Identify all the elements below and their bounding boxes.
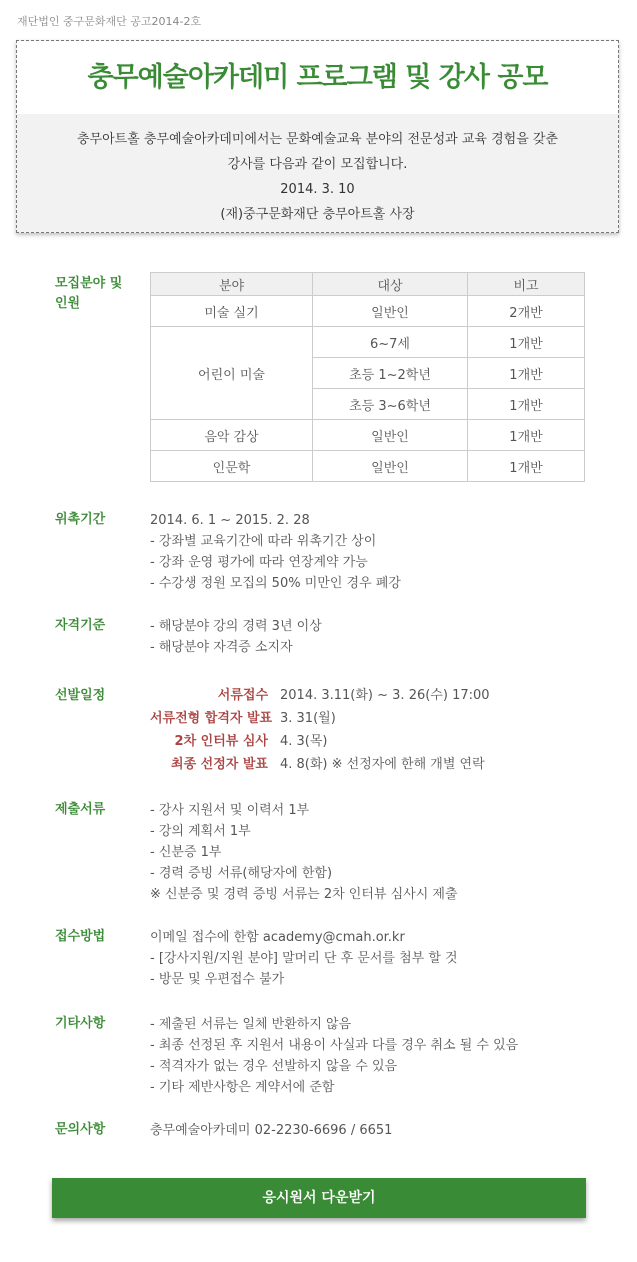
field-cell: 어린이 미술 — [151, 327, 313, 420]
announcement-header — [16, 40, 619, 233]
documents-line: - 신분증 1부 — [150, 845, 222, 860]
note-cell: 1개반 — [468, 420, 585, 451]
schedule-key: 서류전형 합격자 발표 — [150, 711, 273, 726]
qualification-line: - 해당분야 강의 경력 3년 이상 — [150, 619, 322, 634]
application-line: - 방문 및 우편접수 불가 — [150, 972, 285, 987]
intro-line: 충무아트홀 충무예술아카데미에서는 문화예술교육 분야의 전문성과 교육 경험을 갖춘 — [76, 132, 558, 147]
title-area — [17, 41, 618, 114]
term-line: - 강좌별 교육기간에 따라 위촉기간 상이 — [150, 534, 377, 549]
field-cell: 미술 실기 — [151, 296, 313, 327]
term-body — [150, 510, 401, 594]
etc-label: 기타사항 — [55, 1016, 106, 1031]
documents-line: ※ 신분증 및 경력 증빙 서류는 2차 인터뷰 심사시 제출 — [150, 887, 458, 902]
field-cell: 음악 감상 — [151, 420, 313, 451]
application-label: 접수방법 — [55, 929, 106, 944]
announcement-intro — [17, 127, 618, 227]
target-cell: 6~7세 — [313, 327, 468, 358]
application-line: 이메일 접수에 한함 academy@cmah.or.kr — [150, 930, 405, 945]
table-row — [151, 451, 585, 482]
note-cell: 1개반 — [468, 451, 585, 482]
table-row — [151, 296, 585, 327]
table-row — [151, 327, 585, 358]
etc-line: - 최종 선정된 후 지원서 내용이 사실과 다를 경우 취소 될 수 있음 — [150, 1038, 519, 1053]
schedule-value: 2014. 3.11(화) ~ 3. 26(수) 17:00 — [280, 688, 490, 703]
target-cell: 일반인 — [313, 420, 468, 451]
page-title: 충무예술아카데미 프로그램 및 강사 공모 — [87, 62, 548, 93]
documents-line: - 강사 지원서 및 이력서 1부 — [150, 803, 310, 818]
table-header-row — [151, 273, 585, 296]
schedule-value: 4. 8(화) ※ 선정자에 한해 개별 연락 — [280, 757, 485, 772]
target-cell: 일반인 — [313, 451, 468, 482]
note-cell: 1개반 — [468, 389, 585, 420]
recruit-label-line: 모집분야 및 — [55, 276, 123, 291]
target-cell: 일반인 — [313, 296, 468, 327]
notice-number: 재단법인 중구문화재단 공고2014-2호 — [17, 15, 202, 28]
application-body — [150, 927, 458, 990]
note-cell: 2개반 — [468, 296, 585, 327]
recruit-label-line: 인원 — [55, 296, 81, 311]
qualification-line: - 해당분야 자격증 소지자 — [150, 640, 293, 655]
column-header: 분야 — [151, 273, 313, 296]
etc-line: - 적격자가 없는 경우 선발하지 않을 수 있음 — [150, 1059, 398, 1074]
note-cell: 1개반 — [468, 358, 585, 389]
term-line: 2014. 6. 1 ~ 2015. 2. 28 — [150, 513, 310, 528]
column-header: 비고 — [468, 273, 585, 296]
contact-body — [150, 1120, 392, 1141]
recruit-label — [55, 274, 135, 314]
schedule-key: 2차 인터뷰 심사 — [174, 734, 268, 749]
term-line: - 수강생 정원 모집의 50% 미만인 경우 폐강 — [150, 576, 401, 591]
schedule-value: 4. 3(목) — [280, 734, 328, 749]
target-cell: 초등 3~6학년 — [313, 389, 468, 420]
qualification-label: 자격기준 — [55, 618, 106, 633]
recruit-table — [150, 272, 585, 482]
application-line: - [강사지원/지원 분야] 말머리 단 후 문서를 첨부 할 것 — [150, 951, 458, 966]
term-label: 위촉기간 — [55, 512, 106, 527]
term-line: - 강좌 운영 평가에 따라 연장계약 가능 — [150, 555, 368, 570]
documents-line: - 강의 계획서 1부 — [150, 824, 251, 839]
documents-label: 제출서류 — [55, 802, 106, 817]
target-cell: 초등 1~2학년 — [313, 358, 468, 389]
etc-line: - 제출된 서류는 일체 반환하지 않음 — [150, 1017, 352, 1032]
intro-line: 강사를 다음과 같이 모집합니다. — [227, 157, 408, 172]
contact-label: 문의사항 — [55, 1122, 106, 1137]
column-header: 대상 — [313, 273, 468, 296]
schedule-value: 3. 31(월) — [280, 711, 336, 726]
schedule-label: 선발일정 — [55, 688, 106, 703]
etc-body — [150, 1014, 518, 1098]
documents-body — [150, 800, 458, 905]
announcer: (재)중구문화재단 충무아트홀 사장 — [220, 207, 415, 222]
announcement-date: 2014. 3. 10 — [280, 182, 355, 197]
schedule-key: 서류접수 — [217, 688, 268, 703]
note-cell: 1개반 — [468, 327, 585, 358]
schedule-key: 최종 선정자 발표 — [171, 757, 268, 772]
field-cell: 인문학 — [151, 451, 313, 482]
qualification-body — [150, 616, 322, 658]
documents-line: - 경력 증빙 서류(해당자에 한함) — [150, 866, 333, 881]
etc-line: - 기타 제반사항은 계약서에 준함 — [150, 1080, 335, 1095]
download-application-button[interactable]: 응시원서 다운받기 — [52, 1178, 586, 1218]
contact-text: 충무예술아카데미 02-2230-6696 / 6651 — [150, 1123, 393, 1138]
table-row — [151, 420, 585, 451]
